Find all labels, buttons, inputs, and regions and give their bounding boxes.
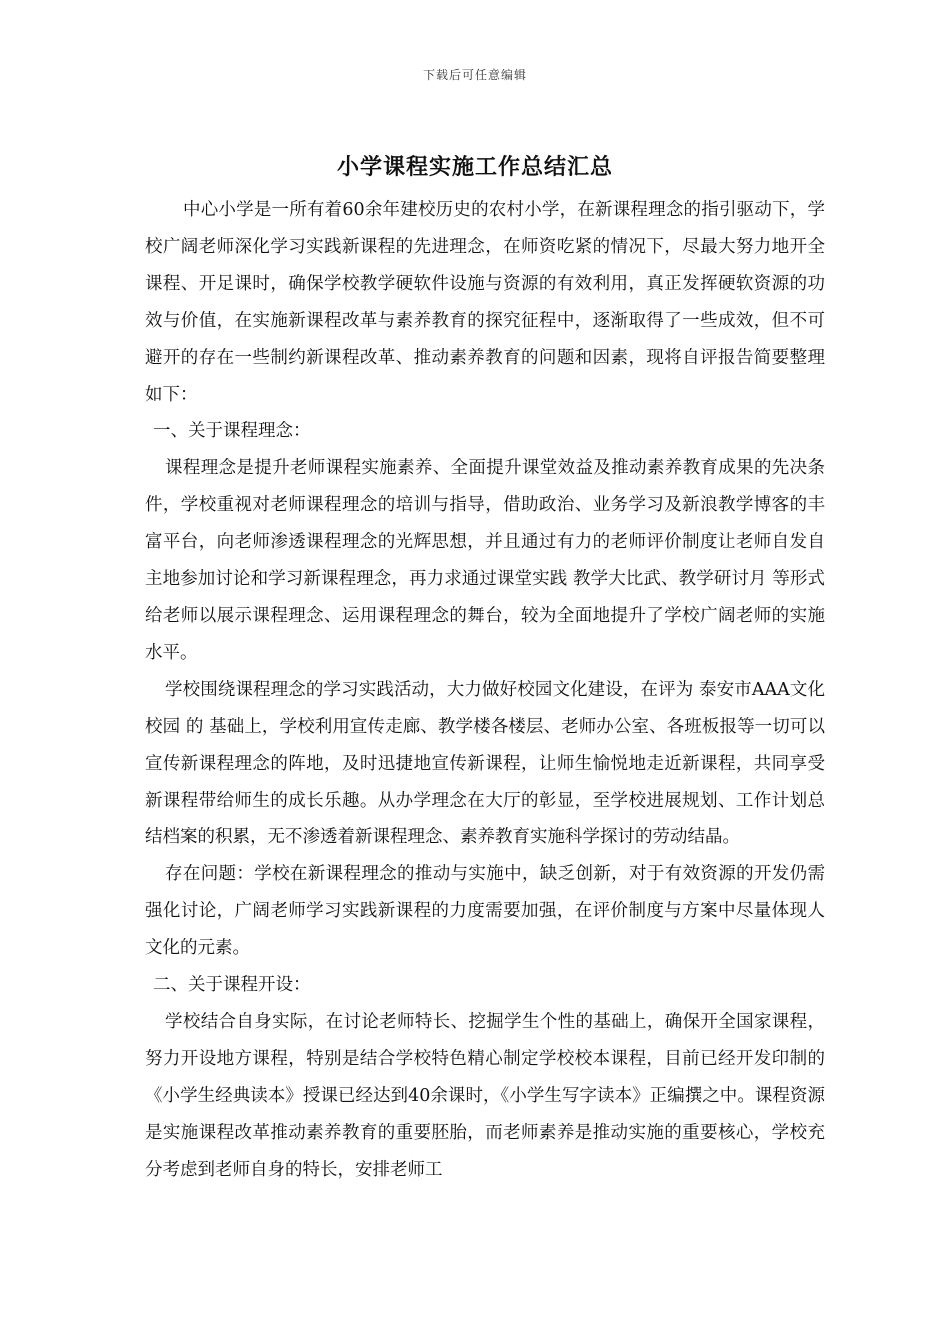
document-body bbox=[145, 192, 825, 1188]
paragraph-course-offering: 学校结合自身实际，在讨论老师特长、挖掘学生个性的基础上，确保开全国家课程，努力开设地方课程，特别是结合学校特色精心制定学校校本课程，目前已经开发印制的《小学生经典读本》授课已经达到40余课时，《小学生写字读本》正编撰之中。课程资源是实施课程改革推动素养教育的重要胚胎，而老师素养是推动实施的重要核心，学校充分考虑到老师自身的特长，安排老师工 bbox=[145, 1011, 825, 1180]
paragraph-existing-problems: 存在问题：学校在新课程理念的推动与实施中，缺乏创新，对于有效资源的开发仍需强化讨论，广阔老师学习实践新课程的力度需要加强，在评价制度与方案中尽量体现人文化的元素。 bbox=[145, 864, 825, 959]
section-heading-course-offering: 二、关于课程开设： bbox=[153, 975, 311, 996]
section-heading-course-concept: 一、关于课程理念： bbox=[153, 421, 311, 442]
header-note: 下载后可任意编辑 bbox=[422, 68, 527, 82]
paragraph-course-concept: 课程理念是提升老师课程实施素养、全面提升课堂效益及推动素养教育成果的先决条件，学校重视对老师课程理念的培训与指导，借助政治、业务学习及新浪教学博客的丰富平台，向老师渗透课程理念的光辉思想，并且通过有力的老师评价制度让老师自发自主地参加讨论和学习新课程理念，再力求通过课堂实践 教学大比武、教学研讨月 等形式给老师以展示课程理念、运用课程理念的舞台，较为全面地提升了学校广阔老师的实施水平。 bbox=[145, 458, 825, 663]
paragraph-campus-culture: 学校围绕课程理念的学习实践活动，大力做好校园文化建设，在评为 泰安市AAA文化校园 的 基础上，学校利用宣传走廊、教学楼各楼层、老师办公室、各班板报等一切可以宣传新课程理念的阵地，及时迅捷地宣传新课程，让师生愉悦地走近新课程，共同享受新课程带给师生的成长乐趣。从办学理念在大厅的彰显，至学校进展规划、工作计划总结档案的积累，无不渗透着新课程理念、素养教育实施科学探讨的劳动结晶。 bbox=[145, 679, 825, 848]
paragraph-intro: 中心小学是一所有着60余年建校历史的农村小学，在新课程理念的指引驱动下，学校广阔老师深化学习实践新课程的先进理念，在师资吃紧的情况下，尽最大努力地开全课程、开足课时，确保学校教学硬软件设施与资源的有效利用，真正发挥硬软资源的功效与价值，在实施新课程改革与素养教育的探究征程中，逐渐取得了一些成效，但不可避开的存在一些制约新课程改革、推动素养教育的问题和因素，现将自评报告简要整理如下： bbox=[145, 200, 825, 405]
document-title: 小学课程实施工作总结汇总 bbox=[336, 154, 613, 180]
